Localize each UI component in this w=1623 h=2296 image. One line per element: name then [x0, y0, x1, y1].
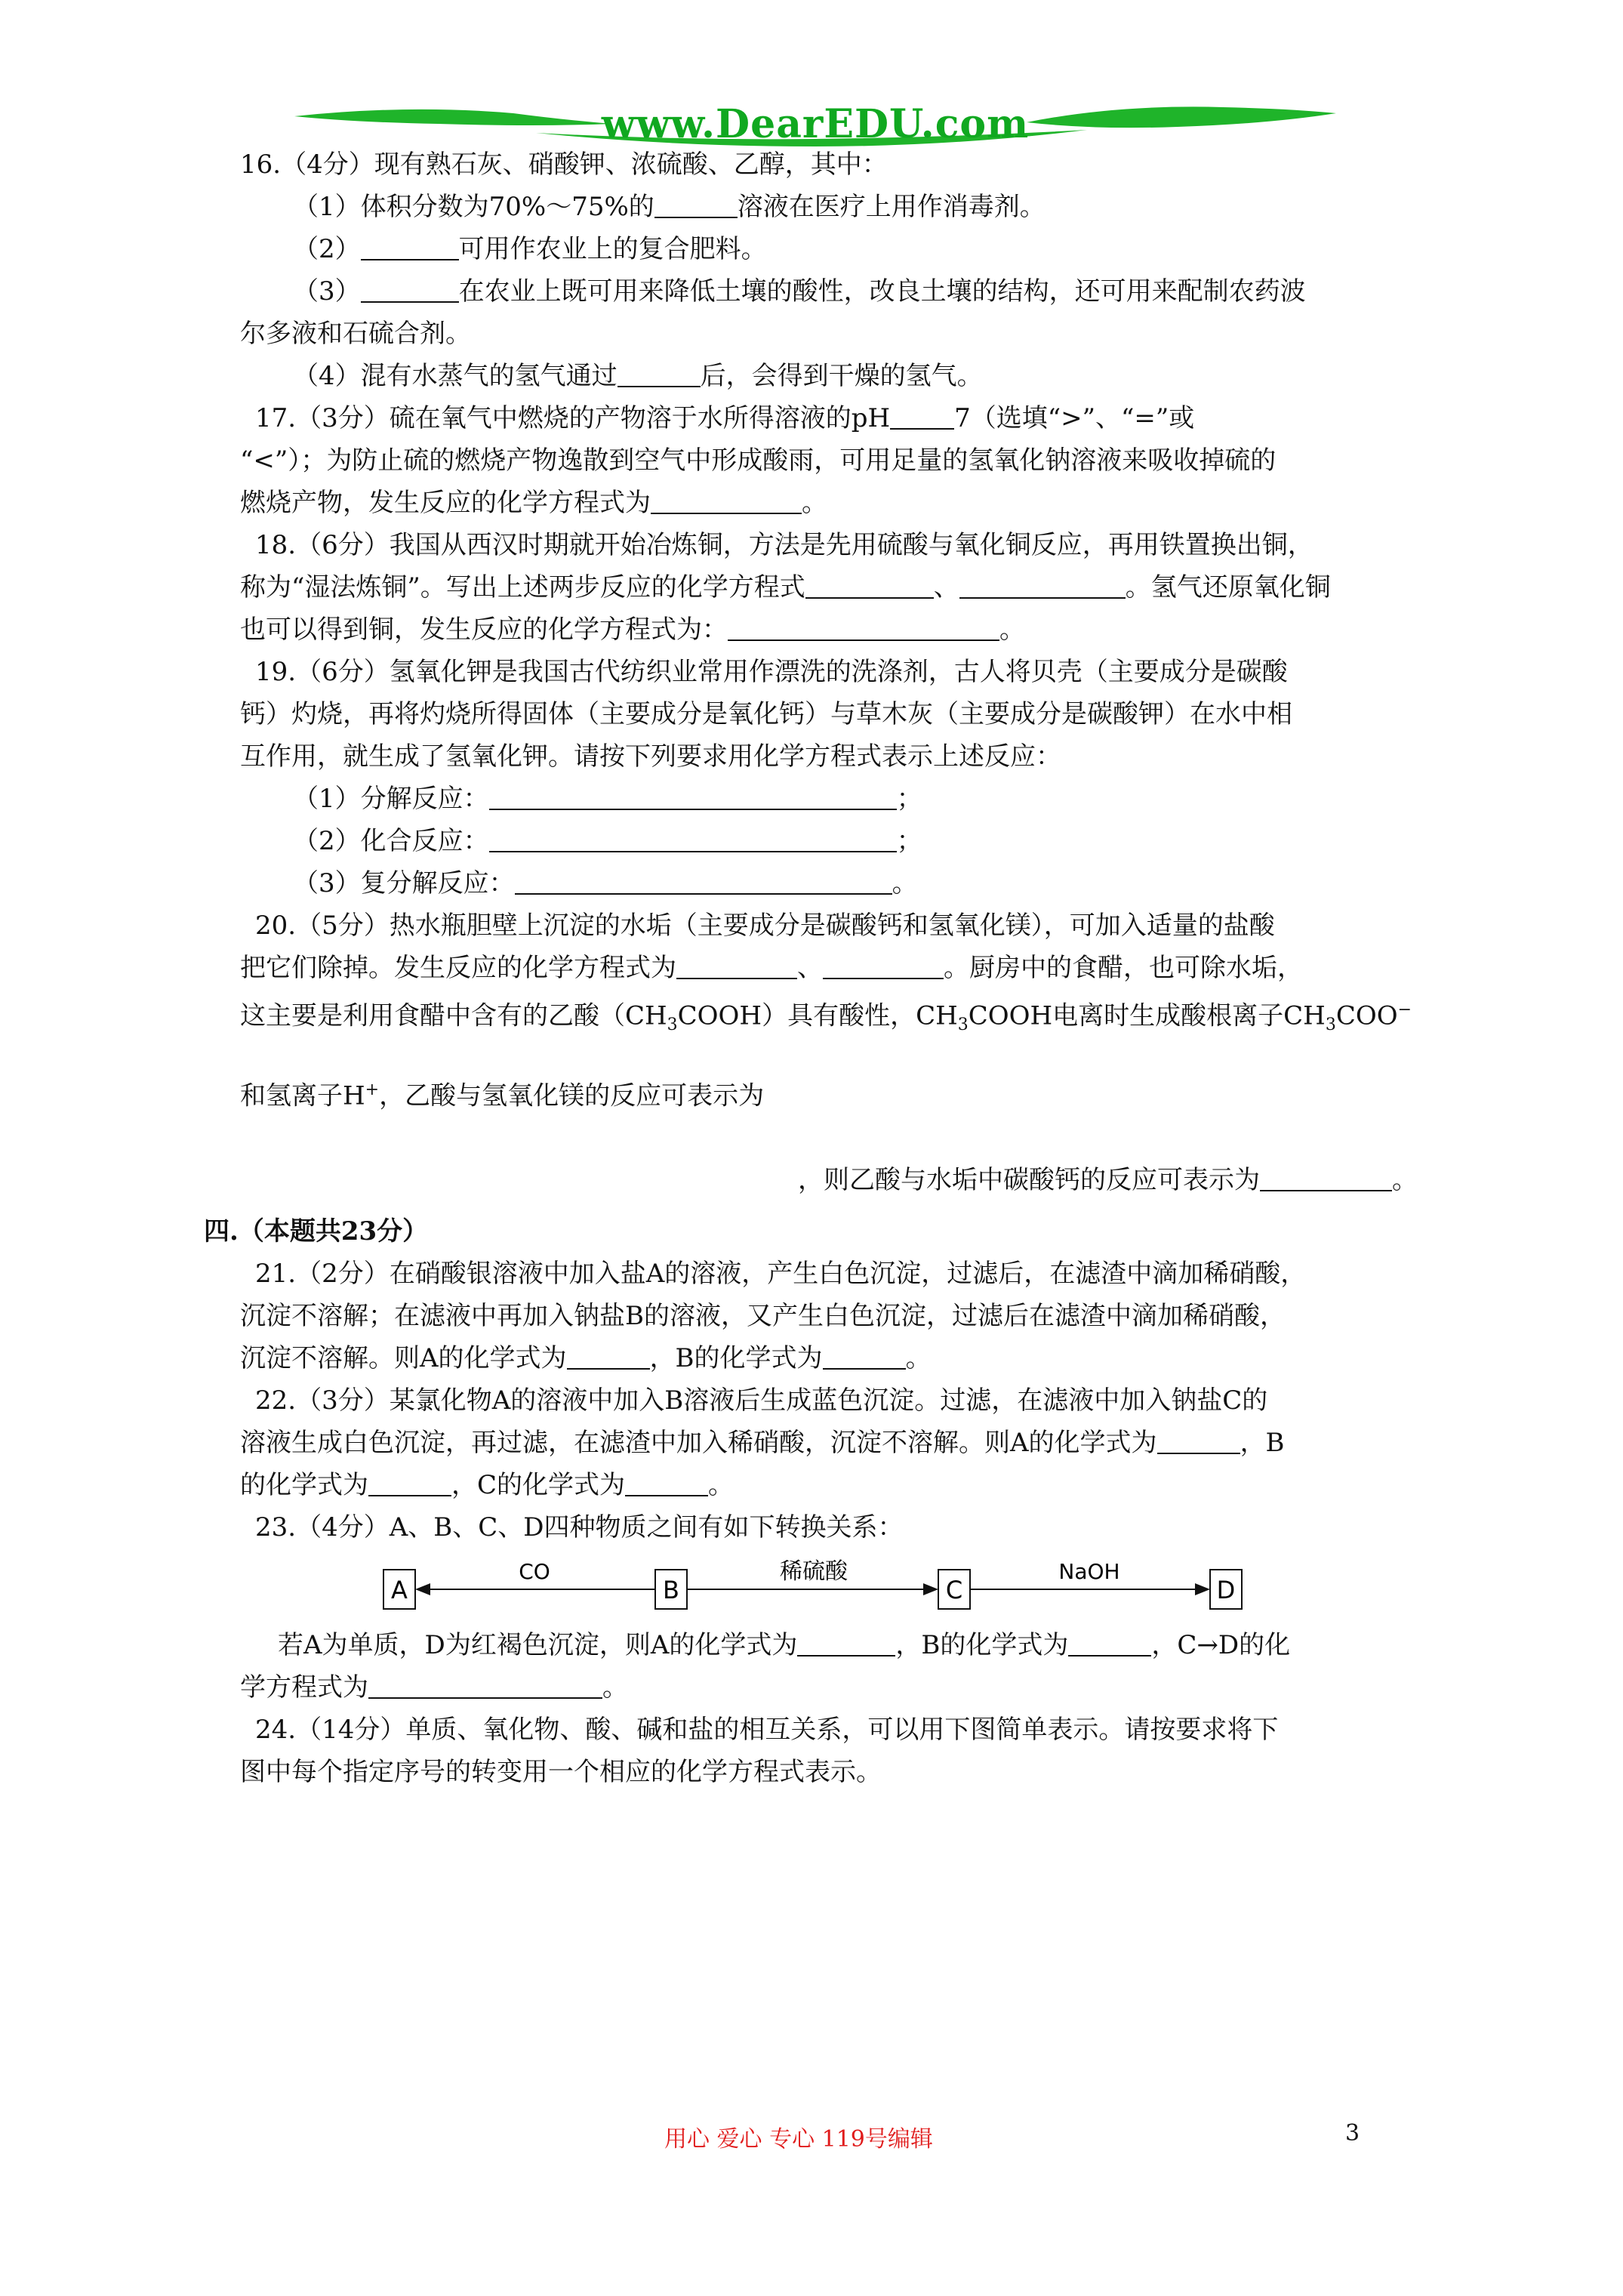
answer-blank[interactable]: [797, 1629, 895, 1657]
arrow-label-naoh: NaOH: [1058, 1559, 1120, 1585]
q16-part2: （2） 可用作农业上的复合肥料。: [293, 234, 767, 264]
answer-blank[interactable]: [368, 1469, 451, 1496]
answer-blank[interactable]: [489, 825, 897, 852]
q19-part3: （3）复分解反应： 。: [293, 868, 918, 898]
answer-blank[interactable]: [1068, 1629, 1151, 1657]
arrow-label-acid: 稀硫酸: [780, 1558, 848, 1586]
q19-part2: （2）化合反应： ；: [293, 826, 922, 856]
q21-line3: 沉淀不溶解。则A的化学式为 ，B的化学式为 。: [240, 1343, 932, 1374]
arrowhead-d: [1195, 1583, 1210, 1595]
conversion-diagram-svg: [240, 1549, 1418, 1624]
q23-line3: 学方程式为 。: [240, 1672, 628, 1703]
q18-line3: 也可以得到铜，发生反应的化学方程式为： 。: [240, 615, 1025, 645]
answer-blank[interactable]: [959, 572, 1126, 599]
q21-line2: 沉淀不溶解；在滤液中再加入钠盐B的溶液，又产生白色沉淀，过滤后在滤渣中滴加稀硝酸，: [240, 1301, 1286, 1332]
conversion-diagram: [240, 1549, 1418, 1624]
q22-line1: 22.（3分）某氯化物A的溶液中加入B溶液后生成蓝色沉淀。过滤，在滤液中加入钠盐C的: [255, 1385, 1268, 1416]
answer-blank[interactable]: [676, 952, 797, 979]
q17-line1: 17.（3分）硫在氧气中燃烧的产物溶于水所得溶液的pH 7（选填“>”、“=”或: [255, 403, 1195, 433]
q17-line2: “<”）；为防止硫的燃烧产物逸散到空气中形成酸雨，可用足量的氢氧化钠溶液来吸收掉硫的: [240, 445, 1277, 476]
answer-blank[interactable]: [368, 1672, 602, 1699]
answer-blank[interactable]: [1157, 1427, 1240, 1454]
q16-part4: （4）混有水蒸气的氢气通过 后，会得到干燥的氢气。: [293, 361, 983, 391]
answer-blank[interactable]: [567, 1342, 650, 1370]
q16-part1: （1）体积分数为70%～75%的 溶液在医疗上用作消毒剂。: [293, 192, 1046, 222]
answer-blank[interactable]: [489, 783, 897, 810]
box-d-label: D: [1216, 1576, 1236, 1605]
q18-line1: 18.（6分）我国从西汉时期就开始冶炼铜，方法是先用硫酸与氧化铜反应，再用铁置换出铜，: [255, 530, 1313, 560]
arrow-label-co: CO: [519, 1559, 550, 1585]
answer-blank[interactable]: [805, 572, 934, 599]
section-heading: 四.（本题共23分）: [204, 1216, 429, 1247]
box-c-label: C: [945, 1576, 963, 1605]
arrowhead-c: [923, 1583, 938, 1595]
q22-line2: 溶液生成白色沉淀，再过滤，在滤渣中加入稀硝酸，沉淀不溶解。则A的化学式为 ，B: [240, 1428, 1285, 1459]
page-number: 3: [1345, 2120, 1360, 2147]
question-content: [204, 143, 1418, 1793]
answer-blank[interactable]: [890, 402, 954, 430]
answer-blank[interactable]: [823, 952, 944, 979]
answer-blank[interactable]: [361, 233, 459, 260]
q20-line3: 这主要是利用食醋中含有的乙酸$(CH_3COOH)$具有酸性，$CH_3COOH$电离时生成酸根离子$CH_3COO^-$: [240, 1000, 1412, 1035]
q19-part1: （1）分解反应： ；: [293, 784, 922, 814]
answer-blank[interactable]: [654, 191, 738, 218]
arrowhead-a: [415, 1583, 430, 1595]
answer-blank[interactable]: [625, 1469, 708, 1496]
q16-part3: （3） 在农业上既可用来降低土壤的酸性，改良土壤的结构，还可用来配制农药波: [293, 276, 1306, 307]
answer-blank[interactable]: [823, 1342, 906, 1370]
q24-line2: 图中每个指定序号的转变用一个相应的化学方程式表示。: [240, 1757, 882, 1788]
footer-text: 用心 爱心 专心 119号编辑: [664, 2126, 933, 2153]
q17-line3: 燃烧产物，发生反应的化学方程式为 。: [240, 488, 827, 518]
q23-line1: 23.（4分）A、B、C、D四种物质之间有如下转换关系：: [255, 1512, 904, 1543]
q19-line1: 19.（6分）氢氧化钾是我国古代纺织业常用作漂洗的洗涤剂，古人将贝壳（主要成分是碳酸: [255, 657, 1288, 687]
q22-line3: 的化学式为 ，C的化学式为 。: [240, 1470, 735, 1501]
answer-blank[interactable]: [651, 487, 802, 514]
q16-stem: 16.（4分）现有熟石灰、硝酸钾、浓硫酸、乙醇，其中：: [240, 149, 888, 180]
site-logo-text: www.DearEDU.com: [601, 101, 1030, 147]
q24-line1: 24.（14分）单质、氧化物、酸、碱和盐的相互关系，可以用下图简单表示。请按要求将下: [255, 1715, 1279, 1746]
q20-line4: 和氢离子H+，乙酸与氢氧化镁的反应可表示为: [240, 1080, 765, 1111]
box-b-label: B: [663, 1576, 679, 1605]
q20-line2: 把它们除掉。发生反应的化学方程式为 、 。厨房中的食醋，也可除水垢，: [240, 953, 1303, 983]
q19-line2: 钙）灼烧，再将灼烧所得固体（主要成分是氧化钙）与草木灰（主要成分是碳酸钾）在水中相: [240, 699, 1292, 729]
q16-part3-cont: 尔多液和石硫合剂。: [240, 319, 471, 349]
q18-line2: 称为“湿法炼铜”。写出上述两步反应的化学方程式 、 。氢气还原氧化铜: [240, 572, 1331, 603]
q23-line2: 若A为单质，D为红褐色沉淀，则A的化学式为 ，B的化学式为 ，C→D的化: [278, 1630, 1291, 1661]
answer-blank[interactable]: [728, 614, 999, 641]
box-a-label: A: [391, 1576, 408, 1605]
answer-blank[interactable]: [1260, 1164, 1392, 1191]
q20-line5: ，则乙酸与水垢中碳酸钙的反应可表示为 。: [798, 1165, 1418, 1196]
q19-line3: 互作用，就生成了氢氧化钾。请按下列要求用化学方程式表示上述反应：: [240, 741, 1061, 772]
answer-blank[interactable]: [617, 360, 701, 387]
q21-line1: 21.（2分）在硝酸银溶液中加入盐A的溶液，产生白色沉淀，过滤后，在滤渣中滴加稀硝酸，: [255, 1259, 1307, 1290]
answer-blank[interactable]: [515, 868, 892, 895]
q20-line1: 20.（5分）热水瓶胆壁上沉淀的水垢（主要成分是碳酸钙和氢氧化镁），可加入适量的盐酸: [255, 911, 1275, 941]
answer-blank[interactable]: [361, 276, 459, 303]
